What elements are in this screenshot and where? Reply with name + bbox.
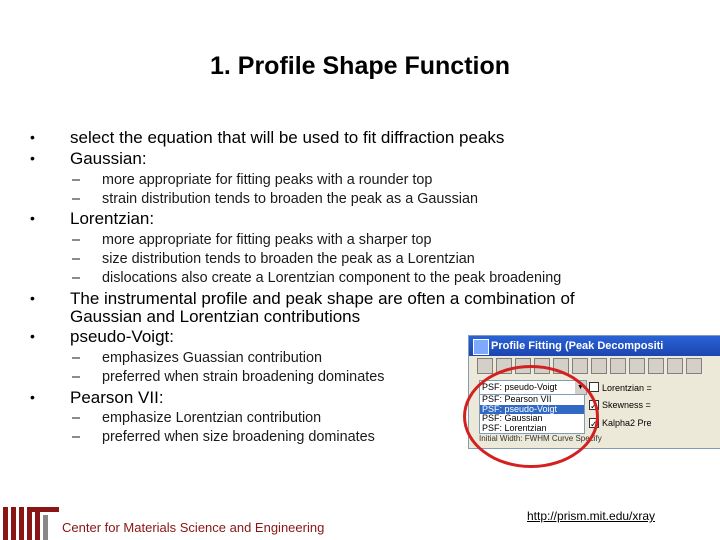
bullet-continuation bbox=[70, 307, 360, 326]
checkbox-box[interactable]: ✓ bbox=[590, 419, 598, 429]
sub-bullet: – preferred when strain broadening dominates bbox=[72, 369, 385, 385]
psf-option[interactable]: PSF: Gaussian bbox=[482, 413, 543, 423]
checkbox-box[interactable] bbox=[589, 382, 599, 392]
bullet-text: pseudo-Voigt: bbox=[70, 327, 174, 346]
toolbar-button[interactable] bbox=[572, 358, 588, 374]
bullet-dot: • bbox=[30, 150, 35, 166]
toolbar-button[interactable] bbox=[591, 358, 607, 374]
bullet-text: Pearson VII: bbox=[70, 388, 164, 407]
bullet-instrumental-profile bbox=[30, 289, 575, 308]
psf-select-value: PSF: pseudo-Voigt bbox=[482, 382, 558, 392]
psf-option[interactable]: PSF: Pearson VII bbox=[482, 394, 552, 404]
lorentzian-checkbox[interactable]: Lorentzian = bbox=[589, 382, 652, 393]
bullet-text: select the equation that will be used to fit diffraction peaks bbox=[70, 128, 505, 147]
psf-option-selected[interactable]: PSF: pseudo-Voigt bbox=[480, 405, 584, 415]
chevron-down-icon[interactable]: ▼ bbox=[575, 381, 586, 394]
bullet-dot: • bbox=[30, 210, 35, 226]
toolbar-button[interactable] bbox=[629, 358, 645, 374]
bullet-select-equation bbox=[30, 128, 505, 147]
kalpha2-checkbox[interactable]: ✓ Kalpha2 Pre bbox=[590, 418, 652, 429]
bullet-text: Gaussian: bbox=[70, 149, 147, 168]
sub-bullet: – more appropriate for fitting peaks with a sharper top bbox=[72, 232, 432, 248]
window-title: Profile Fitting (Peak Decompositi bbox=[491, 340, 664, 352]
checkbox-box[interactable]: ✓ bbox=[590, 401, 598, 411]
sub-bullet: – dislocations also create a Lorentzian component to the peak broadening bbox=[72, 270, 562, 286]
sub-bullet: – preferred when size broadening dominates bbox=[72, 429, 375, 445]
window-titlebar bbox=[469, 336, 720, 356]
bullet-gaussian bbox=[30, 149, 147, 168]
toolbar-button[interactable] bbox=[610, 358, 626, 374]
bullet-pseudo-voigt bbox=[30, 327, 174, 346]
close-icon[interactable] bbox=[477, 358, 493, 374]
bullet-dot: • bbox=[30, 328, 35, 344]
sub-bullet: – size distribution tends to broaden the peak as a Lorentzian bbox=[72, 251, 475, 267]
skewness-checkbox[interactable]: ✓ Skewness = bbox=[590, 400, 651, 411]
bullet-dot: • bbox=[30, 129, 35, 145]
highlight-circle bbox=[463, 365, 599, 468]
mit-logo bbox=[3, 505, 59, 540]
sub-bullet: – emphasize Lorentzian contribution bbox=[72, 410, 322, 426]
sub-bullet: – more appropriate for fitting peaks with a rounder top bbox=[72, 172, 433, 188]
toolbar-button[interactable] bbox=[667, 358, 683, 374]
sub-bullet: – emphasizes Guassian contribution bbox=[72, 350, 322, 366]
toolbar-button[interactable] bbox=[648, 358, 664, 374]
bullet-text: Lorentzian: bbox=[70, 209, 155, 228]
bullet-lorentzian bbox=[30, 209, 155, 228]
bullet-dot: • bbox=[30, 389, 35, 405]
org-name: Center for Materials Science and Engineering bbox=[62, 520, 325, 535]
sub-bullet: – strain distribution tends to broaden the peak as a Gaussian bbox=[72, 191, 478, 207]
bullet-text: Gaussian and Lorentzian contributions bbox=[70, 307, 361, 326]
psf-option[interactable]: PSF: Lorentzian bbox=[482, 422, 547, 433]
initial-width-row: Initial Width: FWHM Curve Specify bbox=[479, 434, 602, 443]
bullet-pearson bbox=[30, 388, 164, 407]
footer-link[interactable]: http://prism.mit.edu/xray bbox=[527, 509, 656, 523]
app-icon bbox=[473, 339, 489, 355]
slide-title: 1. Profile Shape Function bbox=[209, 52, 511, 80]
toolbar-button[interactable] bbox=[686, 358, 702, 374]
bullet-dot: • bbox=[30, 290, 35, 306]
bullet-text: The instrumental profile and peak shape are often a combination of bbox=[70, 289, 575, 308]
